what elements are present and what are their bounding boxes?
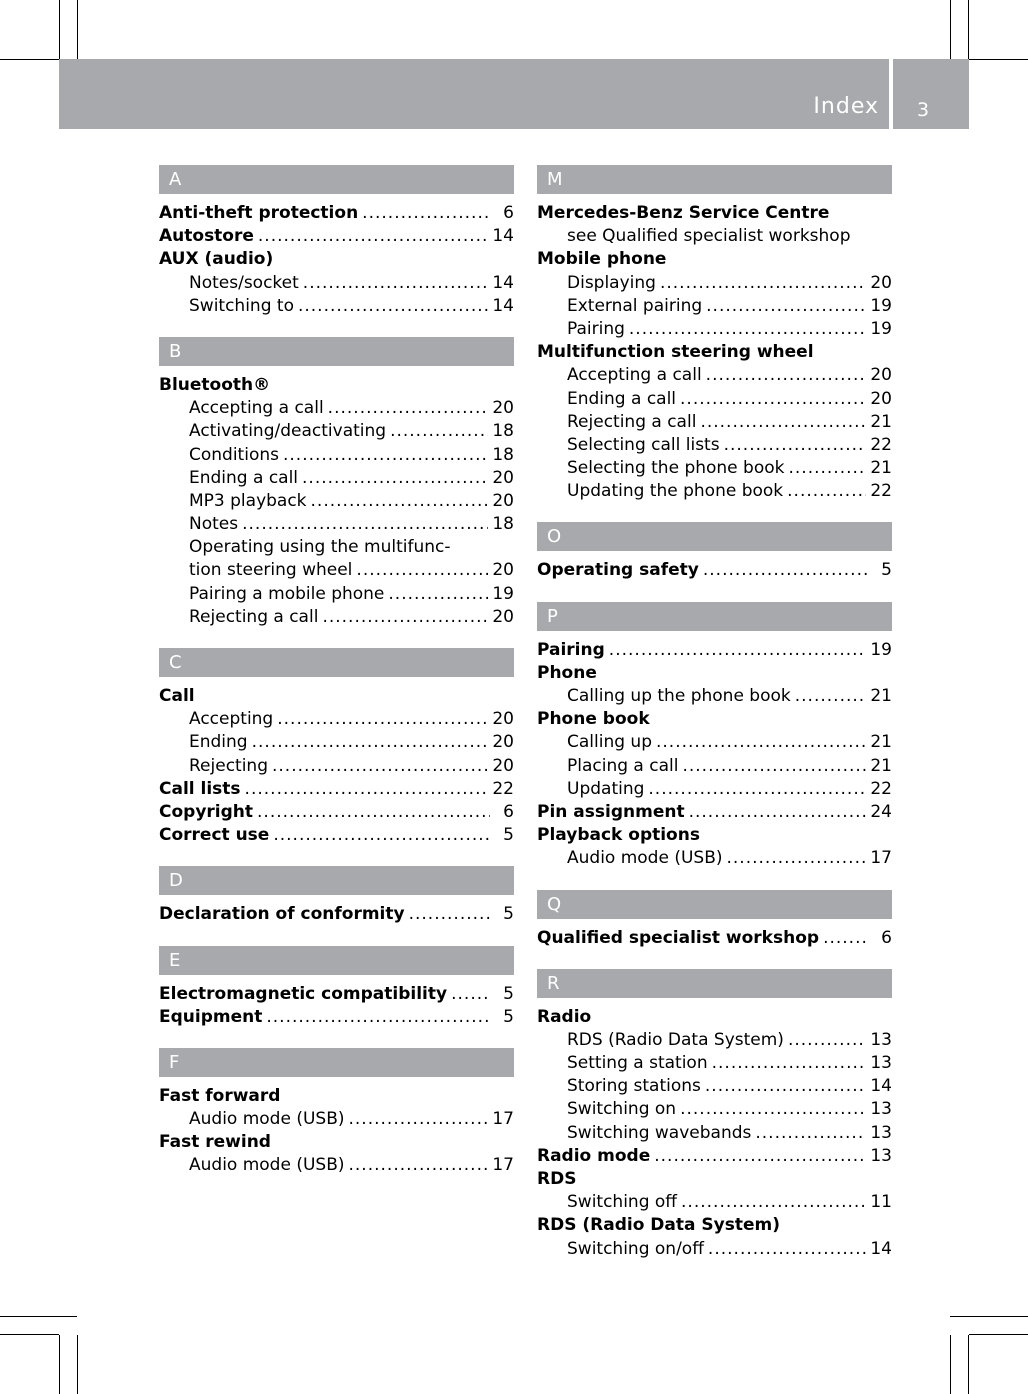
entry-text: Updating	[567, 778, 645, 799]
index-section	[159, 1048, 514, 1178]
crop-mark	[950, 0, 951, 59]
index-section	[159, 946, 514, 1029]
page-number-box	[893, 59, 969, 129]
section-letter-header: D	[159, 866, 514, 895]
index-entry	[537, 1006, 892, 1029]
dot-leader	[708, 1238, 866, 1261]
entry-page-number: 14	[870, 1238, 892, 1259]
dot-leader	[682, 755, 866, 778]
entry-text: Fast rewind	[159, 1132, 271, 1153]
section-letter-header: A	[159, 165, 514, 194]
index-subentry	[537, 1075, 892, 1098]
dot-leader	[322, 606, 488, 629]
entry-page-number: 22	[870, 434, 892, 455]
entry-text: Autostore	[159, 226, 254, 247]
index-entry	[159, 903, 514, 926]
index-entry	[159, 778, 514, 801]
entry-text: Activating/deactivating	[189, 421, 387, 442]
section-letter-header: B	[159, 337, 514, 366]
entry-text: Conditions	[189, 444, 279, 465]
index-subentry	[537, 1029, 892, 1052]
dot-leader	[362, 202, 490, 225]
index-entry	[537, 202, 892, 225]
index-section	[537, 522, 892, 582]
entry-text: Pairing	[537, 639, 605, 660]
index-subentry	[537, 1122, 892, 1145]
dot-leader	[706, 295, 866, 318]
dot-leader	[349, 1154, 489, 1177]
index-column-left	[159, 165, 514, 1197]
entry-text: Copyright	[159, 801, 254, 822]
entry-text: Switching on	[567, 1099, 677, 1120]
crop-mark	[968, 1335, 969, 1394]
crop-mark	[950, 1316, 1028, 1317]
entry-page-number: 20	[492, 709, 514, 730]
dot-leader	[451, 983, 490, 1006]
dot-leader	[252, 731, 489, 754]
entry-text: External pairing	[567, 295, 703, 316]
dot-leader	[705, 1075, 866, 1098]
index-section	[159, 165, 514, 318]
entry-page-number: 19	[870, 295, 892, 316]
crop-mark	[59, 0, 60, 59]
entry-page-number: 13	[870, 1099, 892, 1120]
dot-leader	[795, 685, 867, 708]
entry-text: Selecting call lists	[567, 434, 720, 455]
entry-text: RDS	[537, 1169, 577, 1189]
index-subentry	[537, 755, 892, 778]
index-subentry	[159, 295, 514, 318]
dot-leader	[788, 1029, 866, 1052]
entry-text: Notes	[189, 514, 239, 535]
entry-page-number: 20	[492, 398, 514, 419]
index-subentry	[537, 411, 892, 434]
entry-page-number: 14	[870, 1076, 892, 1097]
entry-page-number: 18	[492, 514, 514, 535]
index-entry	[159, 685, 514, 708]
entry-text: Operating safety	[537, 560, 699, 581]
dot-leader	[724, 434, 867, 457]
entry-text: Mobile phone	[537, 249, 667, 270]
index-subentry	[537, 1238, 892, 1261]
entry-page-number: 5	[881, 560, 892, 581]
index-subentry	[537, 225, 892, 248]
entry-page-number: 20	[492, 732, 514, 753]
entry-page-number: 13	[870, 1145, 892, 1166]
index-entry	[159, 1085, 514, 1108]
dot-leader	[629, 318, 866, 341]
entry-text: Mercedes-Benz Service Centre	[537, 203, 830, 223]
index-entry	[537, 559, 892, 582]
entry-page-number: 20	[492, 606, 514, 627]
index-entry	[537, 248, 892, 271]
dot-leader	[712, 1052, 867, 1075]
entry-text: Calling up	[567, 732, 652, 753]
entry-page-number: 11	[870, 1192, 892, 1213]
section-letter-header: E	[159, 946, 514, 975]
index-subentry	[537, 434, 892, 457]
index-subentry	[159, 1108, 514, 1131]
entry-text: Call lists	[159, 778, 241, 799]
entry-text: Rejecting	[189, 755, 268, 776]
entry-text: Rejecting a call	[567, 411, 697, 432]
index-entry	[159, 248, 514, 271]
index-subentry	[537, 480, 892, 503]
entry-page-number: 6	[881, 927, 892, 948]
dot-leader	[648, 778, 866, 801]
dot-leader	[272, 755, 488, 778]
entry-page-number: 20	[870, 388, 892, 409]
entry-text: Playback options	[537, 825, 700, 846]
dot-leader	[303, 272, 489, 295]
entry-text: MP3 playback	[189, 490, 307, 511]
entry-page-number: 14	[492, 295, 514, 316]
entry-text: Switching on/off	[567, 1238, 704, 1259]
index-entry	[159, 983, 514, 1006]
dot-leader	[245, 778, 489, 801]
crop-mark	[77, 1335, 78, 1394]
entry-text: Switching off	[567, 1192, 678, 1213]
entry-text: Switching wavebands	[567, 1122, 752, 1143]
entry-page-number: 18	[492, 444, 514, 465]
dot-leader	[266, 1006, 490, 1029]
dot-leader	[703, 559, 868, 582]
dot-leader	[273, 824, 490, 847]
index-subentry	[159, 467, 514, 490]
dot-leader	[788, 457, 866, 480]
index-subentry	[537, 778, 892, 801]
index-subentry	[159, 606, 514, 629]
dot-leader	[283, 444, 488, 467]
entry-page-number: 21	[870, 411, 892, 432]
section-letter-header: O	[537, 522, 892, 551]
entry-page-number: 22	[870, 481, 892, 502]
index-subentry	[537, 1191, 892, 1214]
entry-page-number: 5	[503, 1006, 514, 1027]
dot-leader	[328, 397, 489, 420]
index-entry	[537, 1214, 892, 1237]
index-section	[537, 890, 892, 950]
index-subentry	[537, 1052, 892, 1075]
dot-leader	[302, 467, 488, 490]
dot-leader	[689, 801, 867, 824]
index-subentry	[537, 388, 892, 411]
dot-leader	[681, 1191, 866, 1214]
entry-page-number: 14	[492, 272, 514, 293]
dot-leader	[388, 583, 488, 606]
index-section	[537, 165, 892, 503]
dot-leader	[349, 1108, 489, 1131]
dot-leader	[311, 490, 489, 513]
entry-text: Equipment	[159, 1006, 263, 1027]
section-letter-header: C	[159, 648, 514, 677]
index-subentry	[537, 318, 892, 341]
dot-leader	[787, 480, 866, 503]
section-letter-header: R	[537, 969, 892, 998]
dot-leader	[298, 295, 488, 318]
index-subentry	[159, 397, 514, 420]
crop-mark	[950, 1335, 951, 1394]
entry-text: Updating the phone book	[567, 481, 784, 502]
section-letter-header: F	[159, 1048, 514, 1077]
header-bar	[59, 59, 889, 129]
index-subentry	[159, 755, 514, 778]
entry-text: Displaying	[567, 272, 656, 293]
index-subentry	[537, 457, 892, 480]
entry-text: Multifunction steering wheel	[537, 342, 814, 363]
index-column-right	[537, 165, 892, 1280]
entry-text: Audio mode (USB)	[189, 1109, 345, 1130]
entry-page-number: 13	[870, 1029, 892, 1050]
index-subentry	[537, 272, 892, 295]
index-entry	[159, 225, 514, 248]
index-entry	[159, 202, 514, 225]
entry-page-number: 17	[870, 848, 892, 869]
index-subentry	[159, 444, 514, 467]
entry-page-number: 5	[503, 825, 514, 846]
entry-text: Declaration of conformity	[159, 904, 405, 925]
entry-page-number: 13	[870, 1053, 892, 1074]
entry-text: Calling up the phone book	[567, 686, 791, 706]
index-entry	[537, 1145, 892, 1168]
entry-text: Notes/socket	[189, 272, 299, 293]
entry-text: Switching to	[189, 295, 294, 316]
index-subentry	[159, 708, 514, 731]
index-entry	[159, 374, 514, 397]
index-subentry	[159, 583, 514, 606]
crop-mark	[0, 59, 59, 60]
entry-text: Storing stations	[567, 1076, 701, 1097]
entry-page-number: 19	[492, 583, 514, 604]
entry-text: Rejecting a call	[189, 606, 319, 627]
entry-text: Operating using the multifunc-	[189, 537, 451, 558]
entry-page-number: 5	[503, 904, 514, 925]
entry-text: Audio mode (USB)	[567, 848, 723, 869]
dot-leader	[242, 513, 488, 536]
entry-page-number: 24	[870, 801, 892, 822]
page-number: 3	[917, 99, 930, 121]
index-subentry	[537, 847, 892, 870]
index-entry	[537, 1168, 892, 1191]
entry-page-number: 20	[492, 467, 514, 488]
entry-text: Radio mode	[537, 1145, 651, 1166]
crop-mark	[77, 0, 78, 59]
index-entry	[159, 824, 514, 847]
entry-text: Ending a call	[189, 467, 299, 488]
entry-text: Ending	[189, 732, 248, 753]
entry-text: Accepting	[189, 709, 274, 730]
entry-text: RDS (Radio Data System)	[567, 1029, 784, 1050]
index-entry	[537, 801, 892, 824]
entry-page-number: 20	[870, 272, 892, 293]
index-section	[159, 337, 514, 629]
entry-text: Placing a call	[567, 755, 679, 776]
entry-text: AUX (audio)	[159, 249, 274, 270]
entry-text: RDS (Radio Data System)	[537, 1215, 780, 1236]
entry-text: Accepting a call	[567, 365, 702, 386]
crop-mark	[59, 1335, 60, 1394]
entry-text: Fast forward	[159, 1085, 281, 1106]
entry-text: see Qualified specialist workshop	[567, 226, 851, 247]
dot-leader	[257, 801, 490, 824]
dot-leader	[609, 639, 867, 662]
dot-leader	[823, 927, 868, 950]
index-entry	[159, 1006, 514, 1029]
entry-text: tion steering wheel	[189, 560, 353, 581]
index-subentry	[159, 731, 514, 754]
index-entry	[159, 1131, 514, 1154]
index-subentry	[159, 536, 514, 559]
index-subentry	[159, 272, 514, 295]
index-section	[159, 866, 514, 926]
entry-text: Qualified specialist workshop	[537, 927, 820, 948]
index-section	[537, 602, 892, 871]
index-entry	[537, 341, 892, 364]
dot-leader	[258, 225, 488, 248]
entry-text: Pairing	[567, 318, 625, 339]
entry-page-number: 21	[870, 458, 892, 479]
section-letter-header: M	[537, 165, 892, 194]
dot-leader	[356, 559, 488, 582]
entry-text: Radio	[537, 1006, 592, 1027]
entry-page-number: 20	[870, 365, 892, 386]
index-section	[159, 648, 514, 847]
crop-mark	[968, 0, 969, 59]
entry-page-number: 20	[492, 755, 514, 776]
entry-page-number: 18	[492, 421, 514, 442]
index-entry	[537, 662, 892, 685]
index-section	[537, 969, 892, 1261]
index-subentry	[537, 685, 892, 708]
index-subentry	[537, 1098, 892, 1121]
dot-leader	[656, 731, 866, 754]
crop-mark	[969, 1334, 1028, 1335]
index-entry	[537, 824, 892, 847]
entry-text: Bluetooth®	[159, 374, 271, 395]
entry-text: Phone	[537, 662, 597, 683]
entry-page-number: 6	[503, 203, 514, 223]
entry-page-number: 21	[870, 686, 892, 706]
index-subentry	[159, 490, 514, 513]
dot-leader	[277, 708, 488, 731]
crop-mark	[0, 1334, 59, 1335]
index-subentry	[537, 295, 892, 318]
entry-text: Pin assignment	[537, 801, 685, 822]
index-subentry	[159, 513, 514, 536]
dot-leader	[654, 1145, 866, 1168]
entry-page-number: 20	[492, 490, 514, 511]
index-entry	[159, 801, 514, 824]
entry-page-number: 14	[492, 226, 514, 247]
entry-text: Pairing a mobile phone	[189, 583, 385, 604]
dot-leader	[390, 420, 488, 443]
dot-leader	[700, 411, 866, 434]
entry-text: Call	[159, 686, 195, 706]
page-title: Index	[813, 94, 879, 119]
entry-page-number: 6	[503, 801, 514, 822]
entry-page-number: 5	[503, 983, 514, 1004]
entry-page-number: 17	[492, 1109, 514, 1130]
index-subentry	[537, 731, 892, 754]
crop-mark	[969, 59, 1028, 60]
entry-text: Setting a station	[567, 1053, 708, 1074]
entry-text: Correct use	[159, 825, 270, 846]
entry-text: Phone book	[537, 709, 650, 730]
entry-text: Anti-theft protection	[159, 203, 359, 223]
index-entry	[537, 708, 892, 731]
entry-page-number: 21	[870, 732, 892, 753]
dot-leader	[680, 388, 866, 411]
index-entry	[537, 639, 892, 662]
index-subentry	[159, 1154, 514, 1177]
entry-page-number: 22	[870, 778, 892, 799]
dot-leader	[409, 903, 490, 926]
entry-page-number: 13	[870, 1122, 892, 1143]
dot-leader	[660, 272, 866, 295]
entry-text: Audio mode (USB)	[189, 1155, 345, 1176]
dot-leader	[755, 1122, 866, 1145]
entry-page-number: 21	[870, 755, 892, 776]
dot-leader	[706, 364, 867, 387]
dot-leader	[680, 1098, 866, 1121]
entry-page-number: 20	[492, 560, 514, 581]
entry-page-number: 19	[870, 639, 892, 660]
entry-page-number: 19	[870, 318, 892, 339]
entry-page-number: 22	[492, 778, 514, 799]
crop-mark	[0, 1316, 77, 1317]
dot-leader	[727, 847, 867, 870]
index-subentry	[159, 559, 514, 582]
index-subentry	[159, 420, 514, 443]
index-subentry	[537, 364, 892, 387]
section-letter-header: P	[537, 602, 892, 631]
entry-page-number: 17	[492, 1155, 514, 1176]
entry-text: Selecting the phone book	[567, 458, 785, 479]
section-letter-header: Q	[537, 890, 892, 919]
entry-text: Ending a call	[567, 388, 677, 409]
entry-text: Electromagnetic compatibility	[159, 983, 448, 1004]
entry-text: Accepting a call	[189, 398, 324, 419]
index-entry	[537, 927, 892, 950]
